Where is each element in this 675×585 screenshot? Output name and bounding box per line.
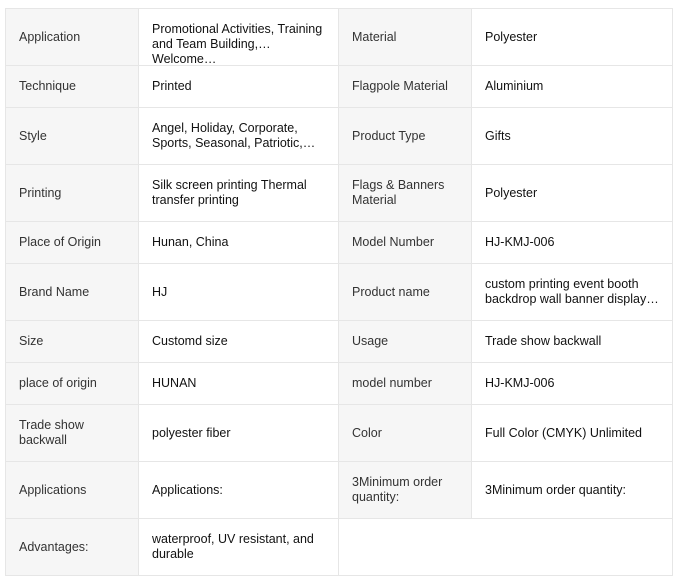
- spec-value-label: Applications:: [152, 482, 223, 497]
- spec-value-label: Polyester: [485, 185, 538, 200]
- spec-key-label: Style: [19, 128, 47, 143]
- spec-value-label: Aluminium: [485, 79, 544, 93]
- spec-key-label: Application: [19, 29, 81, 44]
- empty-cell: [339, 519, 673, 576]
- spec-value-label: Promotional Activities, Training and Team Building, Welcome…: [152, 22, 323, 66]
- spec-value: [139, 405, 339, 462]
- spec-value: [472, 222, 673, 264]
- spec-key: [339, 66, 472, 108]
- spec-value-label: polyester fiber: [152, 425, 231, 440]
- spec-value-label: HJ-KMJ-006: [485, 376, 555, 390]
- spec-key-label: 3Minimum order quantity:: [352, 475, 443, 504]
- spec-key-label: Material: [352, 29, 397, 44]
- spec-row-advantages: [6, 519, 673, 576]
- spec-key-label: Printing: [19, 185, 62, 200]
- spec-value: [472, 9, 673, 66]
- spec-row-applications: [6, 462, 673, 519]
- spec-value: [139, 66, 339, 108]
- spec-row-place-of-origin: [6, 222, 673, 264]
- spec-value-label: Trade show backwall: [485, 334, 602, 348]
- spec-key-label: Color: [352, 425, 382, 440]
- spec-value: [472, 363, 673, 405]
- spec-value: [472, 108, 673, 165]
- spec-row-printing: [6, 165, 673, 222]
- spec-key: [6, 165, 139, 222]
- spec-value: [472, 321, 673, 363]
- spec-key: [339, 9, 472, 66]
- spec-value: [139, 222, 339, 264]
- spec-value: [472, 405, 673, 462]
- spec-key-label: Trade show backwall: [19, 418, 84, 447]
- spec-value: [139, 108, 339, 165]
- spec-key-label: Size: [19, 334, 44, 348]
- spec-key: [6, 9, 139, 66]
- spec-key: [339, 462, 472, 519]
- spec-key: [6, 108, 139, 165]
- spec-row-place-of-origin-2: [6, 363, 673, 405]
- spec-key-label: Advantages:: [19, 539, 89, 554]
- spec-key: [339, 108, 472, 165]
- spec-key-label: Place of Origin: [19, 235, 101, 249]
- spec-value: [139, 9, 339, 66]
- spec-key-label: Flagpole Material: [352, 79, 448, 93]
- spec-value-label: Customd size: [152, 334, 228, 348]
- spec-value: [139, 165, 339, 222]
- spec-row-trade-show-backwall: [6, 405, 673, 462]
- spec-value-label: Polyester: [485, 29, 538, 44]
- spec-value: [139, 462, 339, 519]
- spec-key: [6, 222, 139, 264]
- spec-key-label: Technique: [19, 79, 76, 93]
- spec-value-label: Hunan, China: [152, 235, 229, 249]
- spec-value-label: Silk screen printing Thermal transfer printing: [152, 178, 307, 207]
- spec-key-label: Flags & Banners Material: [352, 178, 445, 207]
- spec-key-label: place of origin: [19, 376, 97, 390]
- spec-value: [139, 264, 339, 321]
- spec-value: [472, 66, 673, 108]
- spec-key: [6, 321, 139, 363]
- spec-key: [6, 405, 139, 462]
- spec-value-label: Printed: [152, 79, 192, 93]
- spec-value-label: custom printing event booth backdrop wall banner display…: [485, 277, 659, 306]
- spec-value-label: HJ-KMJ-006: [485, 235, 555, 249]
- spec-key: [339, 222, 472, 264]
- spec-key: [6, 519, 139, 576]
- spec-row-brand-name: [6, 264, 673, 321]
- spec-key: [339, 321, 472, 363]
- spec-key: [339, 405, 472, 462]
- spec-key-label: Model Number: [352, 235, 434, 249]
- spec-value-label: HUNAN: [152, 376, 197, 390]
- spec-key-label: Brand Name: [19, 284, 90, 299]
- spec-key-label: Usage: [352, 334, 389, 348]
- spec-value: [139, 519, 339, 576]
- spec-row-application: [6, 9, 673, 66]
- spec-key-label: Product Type: [352, 128, 426, 143]
- spec-key-label: model number: [352, 376, 432, 390]
- spec-value-label: waterproof, UV resistant, and durable: [152, 532, 314, 561]
- spec-value-label: Full Color (CMYK) Unlimited: [485, 425, 642, 440]
- spec-value-label: Angel, Holiday, Corporate, Sports, Seasonal, Patriotic,…: [152, 121, 316, 150]
- spec-key-label: Applications: [19, 482, 87, 497]
- spec-key: [6, 66, 139, 108]
- spec-value-label: 3Minimum order quantity:: [485, 482, 627, 497]
- spec-value: [139, 363, 339, 405]
- spec-value: [472, 264, 673, 321]
- spec-key: [339, 363, 472, 405]
- spec-value: [472, 462, 673, 519]
- spec-key: [339, 264, 472, 321]
- spec-row-technique: [6, 66, 673, 108]
- spec-key: [6, 264, 139, 321]
- spec-value-label: Gifts: [485, 128, 511, 143]
- spec-value: [472, 165, 673, 222]
- spec-key: [6, 462, 139, 519]
- spec-value-label: HJ: [152, 284, 168, 299]
- spec-key: [6, 363, 139, 405]
- spec-key-label: Product name: [352, 284, 430, 299]
- product-spec-table: [5, 8, 673, 576]
- spec-key: [339, 165, 472, 222]
- spec-row-size: [6, 321, 673, 363]
- spec-row-style: [6, 108, 673, 165]
- spec-value: [139, 321, 339, 363]
